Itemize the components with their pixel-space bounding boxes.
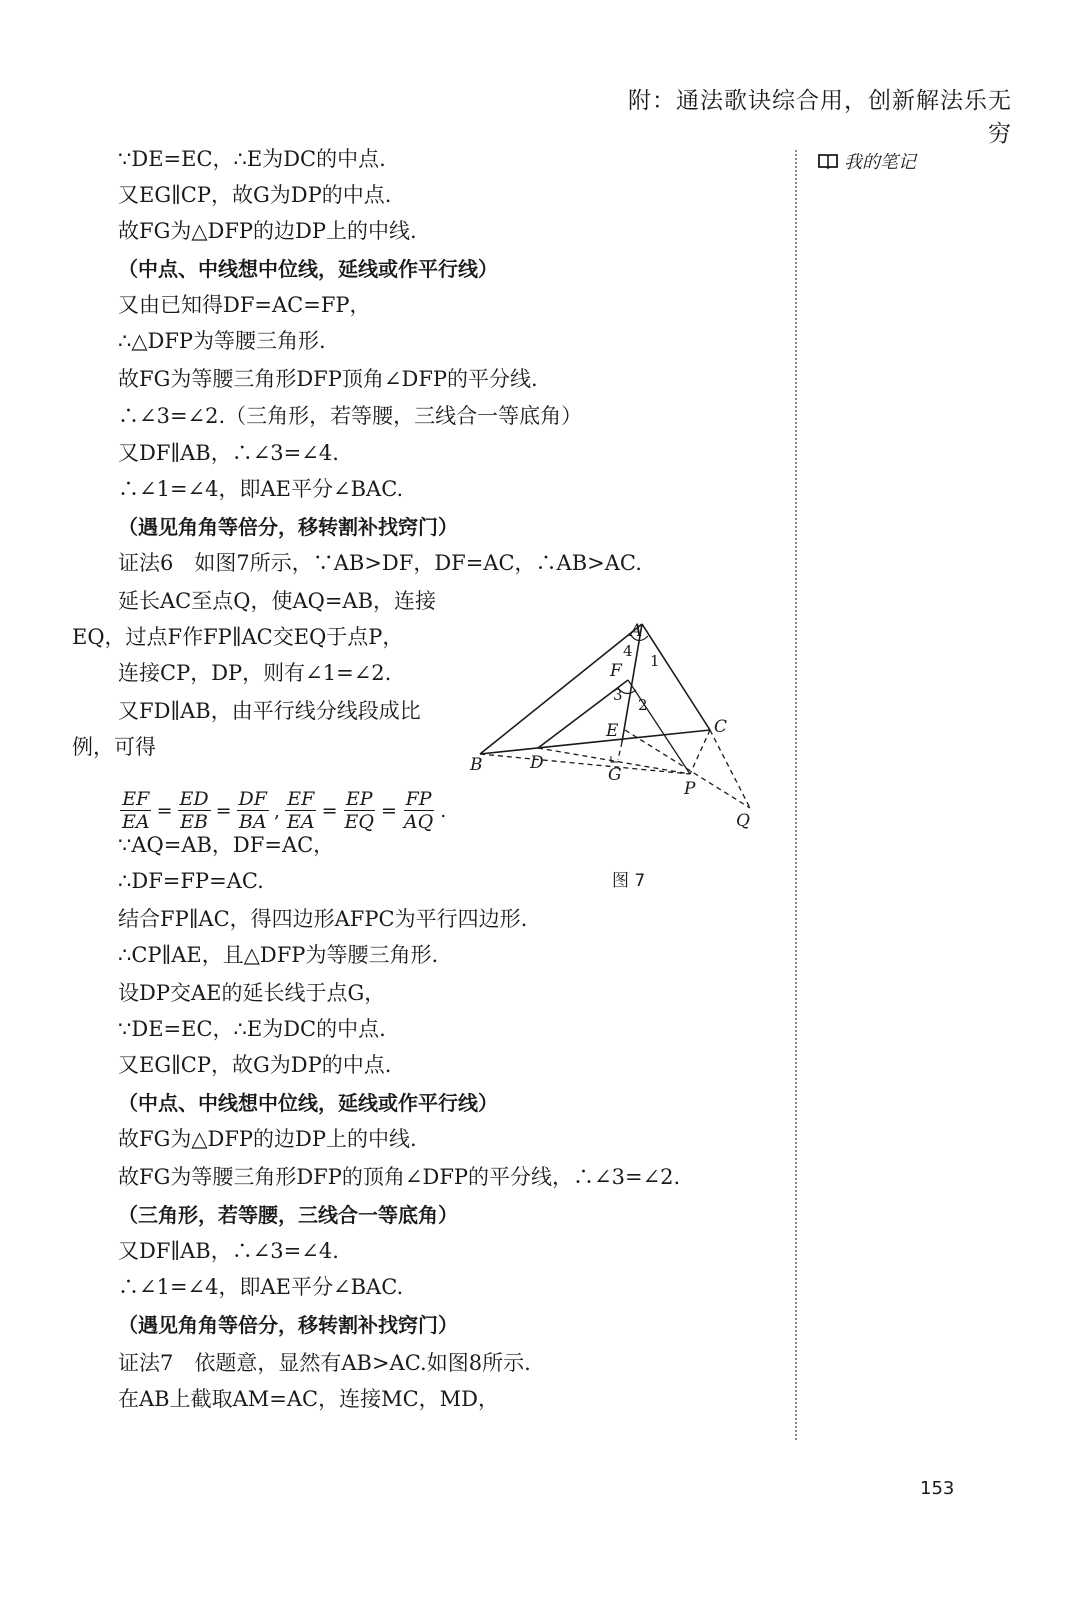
fraction: $\frac{EP}{EQ}$ (344, 788, 374, 833)
text-line: 例，可得 (72, 735, 156, 759)
text-line: 设DP交AE的延长线于点G， (118, 981, 386, 1005)
angle-2: 2 (638, 696, 648, 714)
notes-divider (795, 150, 797, 1440)
angle-3: 3 (613, 686, 623, 704)
text-line: ∴∠1=∠4，即AE平分∠BAC. (118, 1275, 404, 1299)
label-C: C (714, 717, 728, 737)
angle-1: 1 (650, 652, 660, 670)
proof-heading: 证法6 如图7所示，∵AB>DF，DF=AC，∴AB>AC. (118, 551, 642, 575)
text-line: ∴DF=FP=AC. (118, 869, 264, 893)
book-icon (818, 153, 838, 174)
mnemonic-line: （三角形，若等腰，三线合一等底角） (118, 1203, 458, 1227)
text-line: ∵AQ=AB，DF=AC， (118, 833, 335, 857)
label-B: B (470, 755, 483, 775)
text-line: 又EG∥CP，故G为DP的中点. (118, 1053, 392, 1077)
text-line: 又DF∥AB，∴∠3=∠4. (118, 441, 339, 465)
fraction: $\frac{FP}{AQ}$ (403, 788, 434, 833)
mnemonic-line: （遇见角角等倍分，移转割补找窍门） (118, 1313, 458, 1337)
text-line: ∵DE=EC，∴E为DC的中点. (118, 1017, 386, 1041)
fraction-equations: $\frac{EF}{EA}$ = $\frac{ED}{EB}$ = $\frac{DF}{BA}$ , $\frac{EF}{EA}$ = $\frac{EP}{EQ}$ = $\frac{FP}{AQ}$ . (122, 788, 447, 833)
angle-4: 4 (623, 642, 633, 660)
text-line: EQ，过点F作FP∥AC交EQ于点P， (72, 625, 404, 649)
label-P: P (684, 779, 696, 799)
text-line: ∴CP∥AE，且△DFP为等腰三角形. (118, 943, 439, 967)
fraction: $\frac{ED}{EB}$ (179, 788, 209, 833)
mnemonic-line: （中点、中线想中位线，延线或作平行线） (118, 1091, 498, 1115)
text-line: 故FG为△DFP的边DP上的中线. (118, 219, 417, 243)
proof-heading: 证法7 依题意，显然有AB>AC.如图8所示. (118, 1351, 531, 1375)
geometry-figure (470, 621, 770, 842)
label-E: E (606, 721, 619, 741)
figure-caption: 图 7 (612, 871, 646, 891)
text-line: 又DF∥AB，∴∠3=∠4. (118, 1239, 339, 1263)
label-D: D (530, 753, 544, 773)
mnemonic-line: （遇见角角等倍分，移转割补找窍门） (118, 515, 458, 539)
text-line: 在AB上截取AM=AC，连接MC，MD， (118, 1387, 500, 1411)
text-line: ∴∠3=∠2.（三角形，若等腰，三线合一等底角） (118, 404, 583, 428)
label-G: G (608, 765, 622, 785)
notes-label-text: 我的笔记 (844, 152, 916, 173)
label-A: A (630, 621, 643, 641)
text-line: 连接CP，DP，则有∠1=∠2. (118, 661, 392, 685)
text-line: 故FG为等腰三角形DFP的顶角∠DFP的平分线，∴∠3=∠2. (118, 1165, 681, 1189)
text-line: ∴∠1=∠4，即AE平分∠BAC. (118, 477, 404, 501)
label-Q: Q (736, 811, 750, 831)
text-line: ∵DE=EC，∴E为DC的中点. (118, 147, 386, 171)
page-number: 153 (920, 1478, 955, 1499)
notes-label (818, 148, 916, 174)
text-line: 故FG为等腰三角形DFP顶角∠DFP的平分线. (118, 367, 538, 391)
fraction: $\frac{DF}{BA}$ (238, 788, 267, 833)
text-line: 又EG∥CP，故G为DP的中点. (118, 183, 392, 207)
text-line: 延长AC至点Q，使AQ=AB，连接 (118, 589, 437, 613)
text-line: 又FD∥AB，由平行线分线段成比 (118, 699, 421, 723)
text-line: 结合FP∥AC，得四边形AFPC为平行四边形. (118, 907, 528, 931)
mnemonic-line: （中点、中线想中位线，延线或作平行线） (118, 257, 498, 281)
running-header: 附：通法歌诀综合用，创新解法乐无穷 (628, 88, 1012, 147)
text-line: ∴△DFP为等腰三角形. (118, 329, 326, 353)
label-F: F (610, 661, 622, 681)
text-line: 又由已知得DF=AC=FP， (118, 293, 371, 317)
text-line: 故FG为△DFP的边DP上的中线. (118, 1127, 417, 1151)
fraction: $\frac{EF}{EA}$ (287, 788, 315, 833)
fraction: $\frac{EF}{EA}$ (122, 788, 150, 833)
